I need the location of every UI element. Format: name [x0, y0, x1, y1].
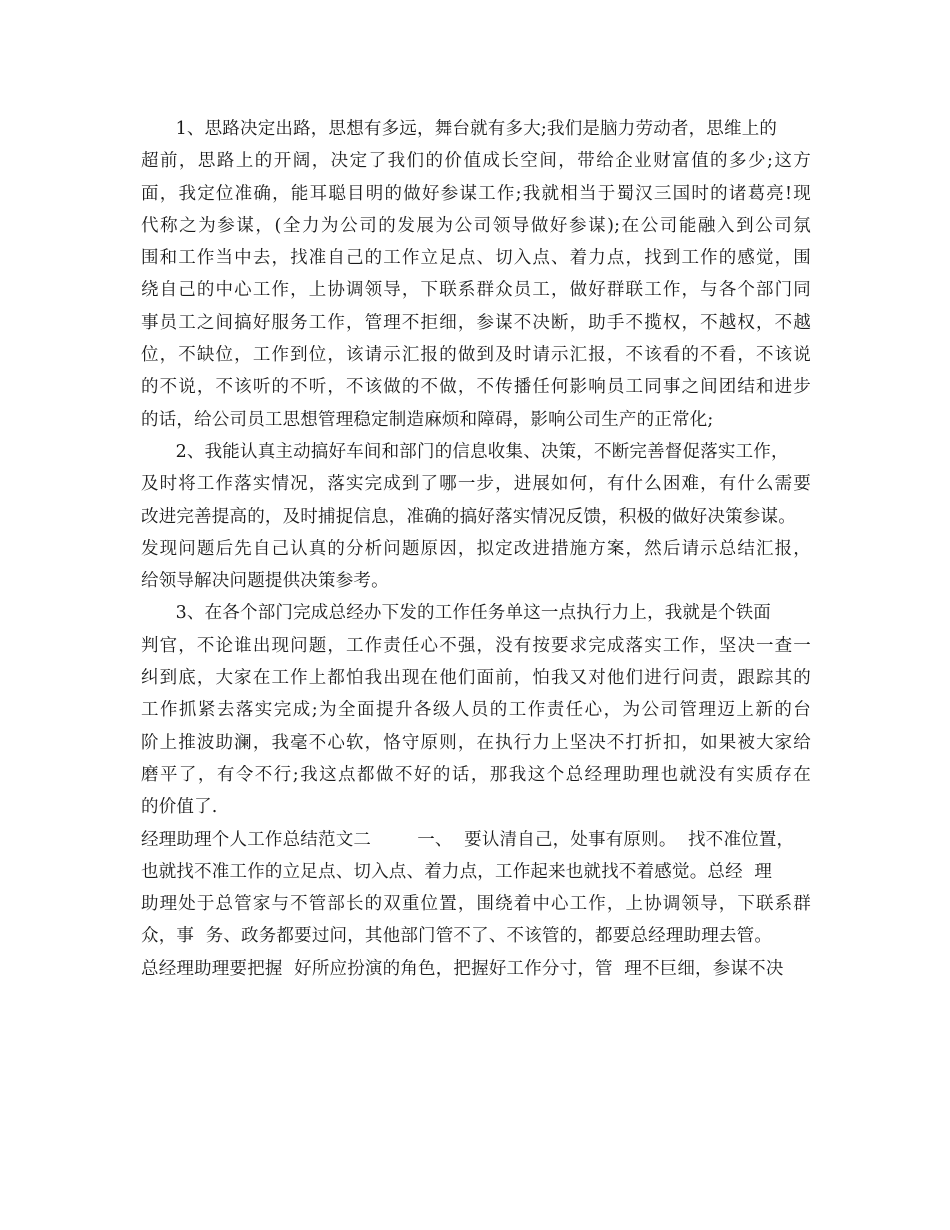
text-line: 1、思路决定出路，思想有多远，舞台就有多大;我们是脑力劳动者，思维上的 — [141, 119, 778, 139]
text-line: 众，事 务、政务都要过问，其他部门管不了、不该管的，都要总经理助理去管。 — [141, 926, 773, 947]
text-line: 及时将工作落实情况，落实完成到了哪一步，进展如何，有什么困难，有什么需要 — [141, 474, 811, 495]
text-line: 经理助理个人工作总结范文二 一、 要认清自己，处事有原则。 找不准位置， — [141, 829, 795, 850]
text-line: 磨平了，有令不行;我这点都做不好的话，那我这个总经理助理也就没有实质存在 — [141, 764, 811, 785]
text-line: 改进完善提高的，及时捕捉信息，准确的搞好落实情况反馈，积极的做好决策参谋。 — [141, 506, 796, 527]
text-line: 超前，思路上的开阔，决定了我们的价值成长空间，带给企业财富值的多少;这方 — [141, 151, 811, 172]
text-line: 围和工作当中去，找准自己的工作立足点、切入点、着力点，找到工作的感觉，围 — [141, 248, 811, 269]
document-body — [141, 113, 811, 985]
text-line: 的话，给公司员工思想管理稳定制造麻烦和障碍，影响公司生产的正常化; — [141, 409, 714, 430]
text-line: 阶上推波助澜，我毫不心软，恪守原则，在执行力上坚决不打折扣，如果被大家给 — [141, 732, 811, 753]
text-line: 的价值了. — [141, 797, 218, 818]
text-line: 3、在各个部门完成总经办下发的工作任务单这一点执行力上，我就是个铁面 — [141, 603, 772, 624]
text-line: 判官，不论谁出现问题，工作责任心不强，没有按要求完成落实工作，坚决一查一 — [141, 635, 811, 656]
text-line: 助理处于总管家与不管部长的双重位置，围绕着中心工作，上协调领导，下联系群 — [141, 894, 811, 915]
text-line: 给领导解决问题提供决策参考。 — [141, 571, 389, 592]
text-line: 也就找不准工作的立足点、切入点、着力点，工作起来也就找不着感觉。总经 理 — [141, 861, 773, 882]
text-line: 绕自己的中心工作，上协调领导，下联系群众员工，做好群联工作，与各个部门同 — [141, 280, 811, 301]
text-line: 发现问题后先自己认真的分析问题原因，拟定改进措施方案，然后请示总结汇报， — [141, 538, 811, 559]
text-line: 工作抓紧去落实完成;为全面提升各级人员的工作责任心，为公司管理迈上新的台 — [141, 700, 811, 721]
text-line: 纠到底，大家在工作上都怕我出现在他们面前，怕我又对他们进行问责，跟踪其的 — [141, 668, 811, 689]
text-line: 总经理助理要把握 好所应扮演的角色，把握好工作分寸，管 理不巨细，参谋不决 — [141, 958, 784, 979]
text-line: 事员工之间搞好服务工作，管理不拒细，参谋不决断，助手不揽权，不越权，不越 — [141, 312, 811, 333]
text-line: 位，不缺位，工作到位，该请示汇报的做到及时请示汇报，不该看的不看，不该说 — [141, 345, 811, 366]
text-line: 面，我定位准确，能耳聪目明的做好参谋工作;我就相当于蜀汉三国时的诸葛亮!现 — [141, 183, 811, 204]
text-line: 代称之为参谋，(全力为公司的发展为公司领导做好参谋);在公司能融入到公司氛 — [141, 215, 811, 236]
text-line: 的不说，不该听的不听，不该做的不做，不传播任何影响员工同事之间团结和进步 — [141, 377, 811, 398]
text-line: 2、我能认真主动搞好车间和部门的信息收集、决策，不断完善督促落实工作， — [141, 441, 789, 462]
